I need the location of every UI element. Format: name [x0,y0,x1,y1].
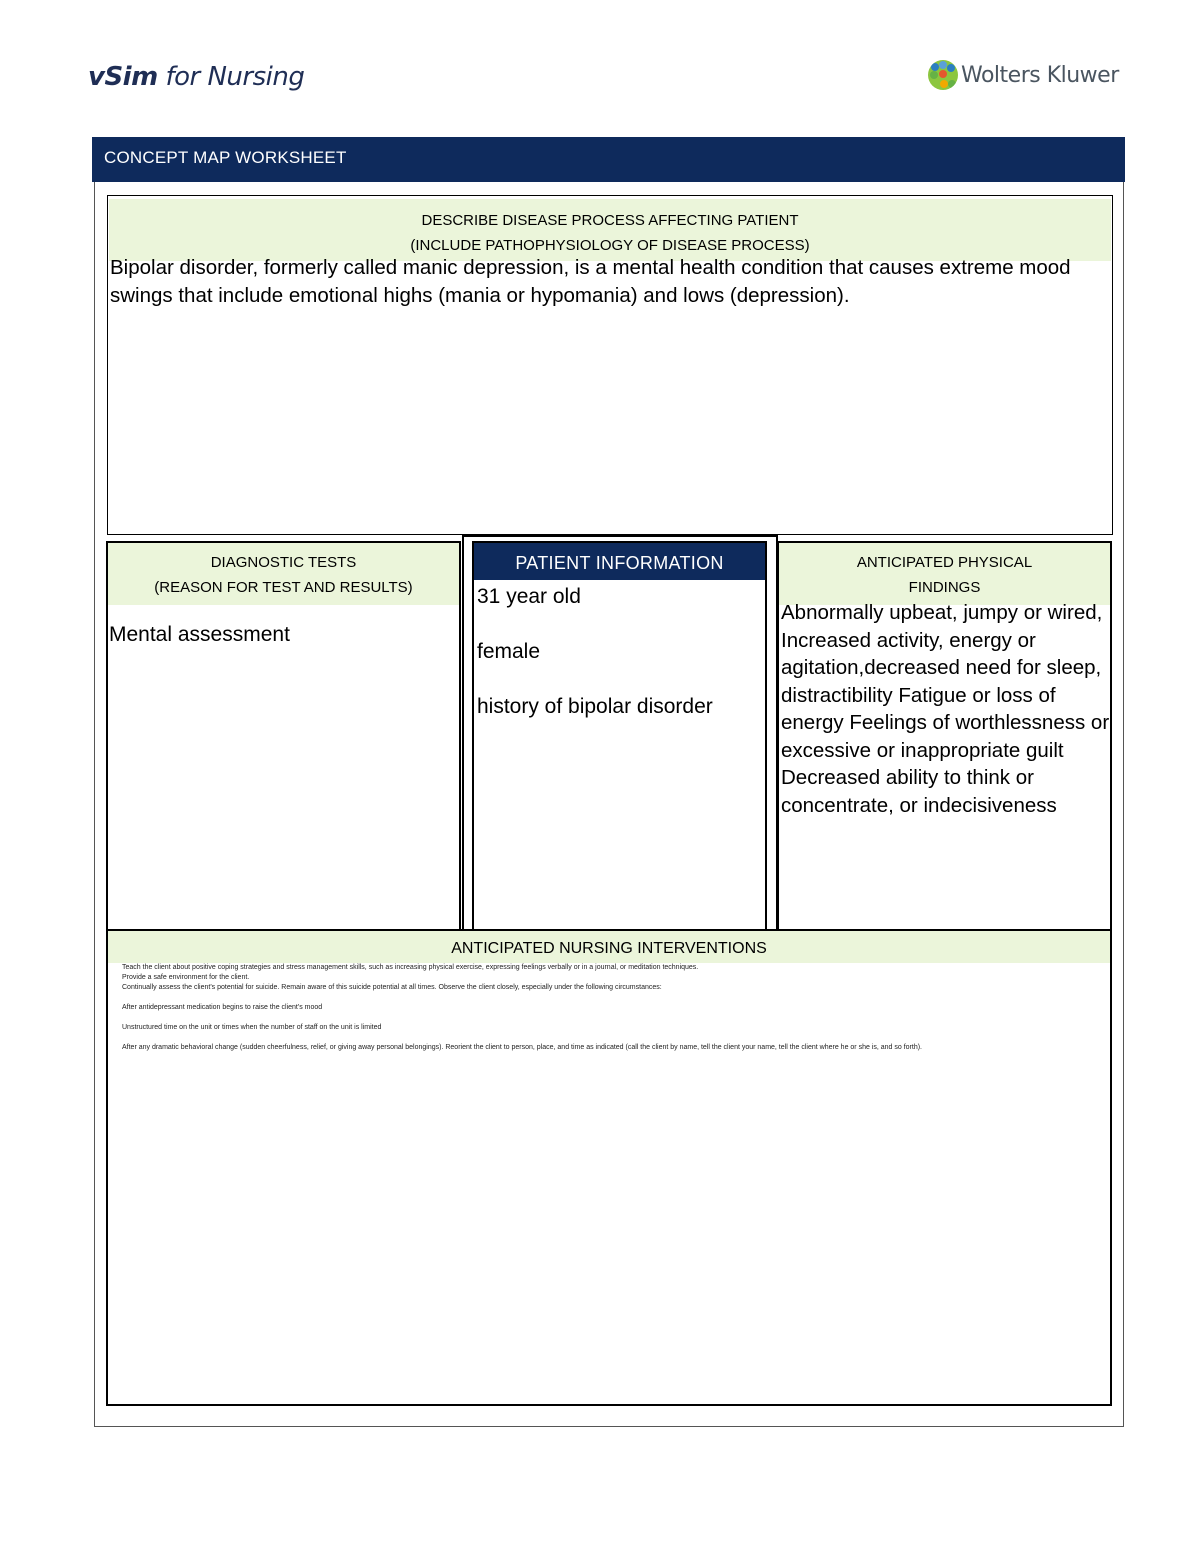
nursing-intervention-line: Provide a safe environment for the client. [122,974,250,981]
diagnostic-tests-text[interactable]: Mental assessment [109,623,290,646]
physical-findings-section [777,541,1112,933]
diagnostic-tests-header [108,543,459,605]
nursing-interventions-header [108,931,1110,963]
patient-info-section [472,541,767,933]
wolters-kluwer-globe-icon [928,60,958,90]
nursing-intervention-line: After any dramatic behavioral change (sudden cheerfulness, relief, or giving away personal belongings). Reorient the client to person, place, and time as indicated (call the client by name, tell the client your name, tell the client where he or she is, and so forth). [122,1044,922,1051]
diagnostic-tests-title-line1: DIAGNOSTIC TESTS [210,554,357,571]
diagnostic-tests-section [106,541,461,933]
vsim-logo [88,62,304,92]
disease-process-title-line2: (INCLUDE PATHOPHYSIOLOGY OF DISEASE PROCESS) [410,237,810,254]
physical-findings-title-line1: ANTICIPATED PHYSICAL [856,554,1033,571]
wolters-kluwer-name: Wolters Kluwer [961,62,1119,88]
disease-process-title-line1: DESCRIBE DISEASE PROCESS AFFECTING PATIENT [421,212,799,229]
nursing-interventions-section [106,929,1112,1406]
patient-info-item[interactable]: history of bipolar disorder [477,695,713,718]
wolters-kluwer-logo [928,60,1119,90]
worksheet-header [92,137,1125,182]
patient-info-list [477,583,713,748]
diagnostic-tests-title-line2: (REASON FOR TEST AND RESULTS) [154,579,413,596]
physical-findings-header [779,543,1110,605]
nursing-interventions-text[interactable] [122,963,1102,1063]
vsim-logo-text: for Nursing [157,62,305,92]
patient-info-title: PATIENT INFORMATION [474,543,765,580]
nursing-intervention-line: Teach the client about positive coping strategies and stress management skills, such as increasing physical exercise, expressing feelings verbally or in a journal, or meditation techniques. [122,964,699,971]
nursing-interventions-title: ANTICIPATED NURSING INTERVENTIONS [451,940,767,957]
disease-process-section [107,195,1113,535]
nursing-intervention-line: After antidepressant medication begins to raise the client's mood [122,1004,323,1011]
nursing-intervention-line: Unstructured time on the unit or times when the number of staff on the unit is limited [122,1024,382,1031]
disease-process-text[interactable]: Bipolar disorder, formerly called manic depression, is a mental health condition that causes extreme mood swings that include emotional highs (mania or hypomania) and lows (depression). [110,256,1071,307]
patient-info-item[interactable]: 31 year old [477,585,581,608]
physical-findings-title-line2: FINDINGS [908,579,981,596]
nursing-intervention-line: Continually assess the client's potential for suicide. Remain aware of this suicide potential at all times. Observe the client closely, especially under the following circumstances: [122,984,662,991]
vsim-logo-mark: vSim [88,62,158,92]
patient-info-item[interactable]: female [477,640,541,663]
worksheet-title: CONCEPT MAP WORKSHEET [104,148,347,167]
disease-process-header [109,199,1111,261]
physical-findings-text[interactable]: Abnormally upbeat, jumpy or wired, Increased activity, energy or agitation,decreased need for sleep, distractibility Fatigue or loss of energy Feelings of worthlessness or excessive or inappropriate guilt Decreased ability to think or concentrate, or indecisiveness [781,601,1110,817]
